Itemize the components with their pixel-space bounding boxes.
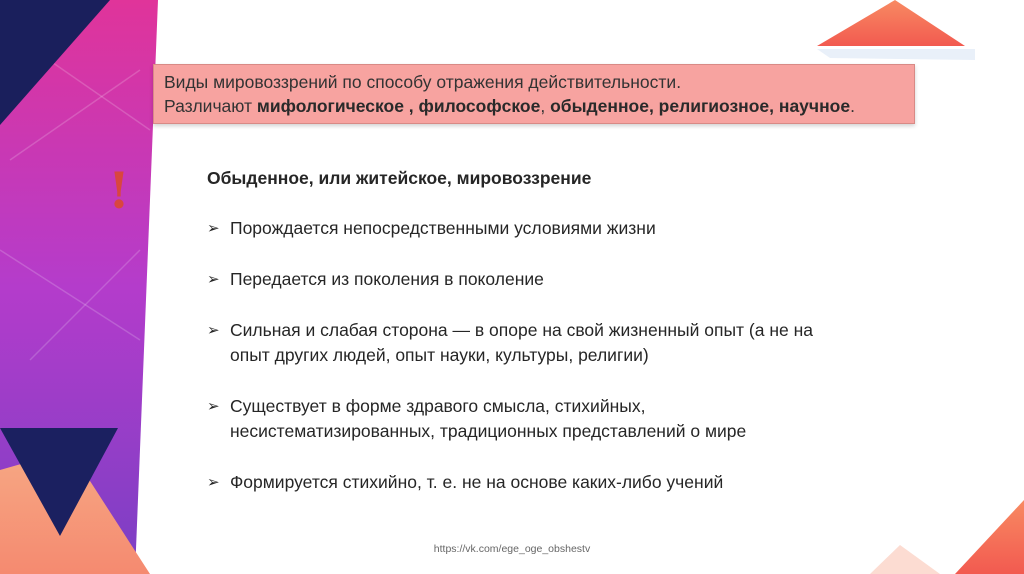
content-title: Обыденное, или житейское, мировоззрение xyxy=(207,168,592,188)
chevron-right-icon: ➢ xyxy=(207,271,220,288)
chevron-right-icon: ➢ xyxy=(207,398,220,415)
header-box xyxy=(153,64,915,124)
chevron-right-icon: ➢ xyxy=(207,322,220,339)
list-item: ➢ Передается из поколения в поколение xyxy=(207,267,927,292)
list-item: ➢ Сильная и слабая сторона — в опоре на свой жизненный опыт (а не на опыт других людей, опыт науки, культуры, религии) xyxy=(207,320,813,365)
exclamation-mark: ! xyxy=(108,161,130,220)
coral-shape-bottom-right xyxy=(955,500,1024,574)
content-section xyxy=(207,166,927,521)
footer-link[interactable]: https://vk.com/ege_oge_obshestv xyxy=(433,543,591,555)
header-line-2: Различают мифологическое , философское, обыденное, религиозное, научное. xyxy=(164,96,855,116)
chevron-right-icon: ➢ xyxy=(207,220,220,237)
list-item: ➢ Порождается непосредственными условиями жизни xyxy=(207,216,927,241)
chevron-right-icon: ➢ xyxy=(207,474,220,491)
coral-triangle-top-right xyxy=(817,0,965,46)
list-item: ➢ Формируется стихийно, т. е. не на основе каких-либо учений xyxy=(207,470,927,495)
list-item: ➢ Существует в форме здравого смысла, стихийных, несистематизированных, традиционных представлений о мире xyxy=(207,396,747,441)
header-line-1: Виды мировоззрений по способу отражения действительности. xyxy=(164,72,682,92)
